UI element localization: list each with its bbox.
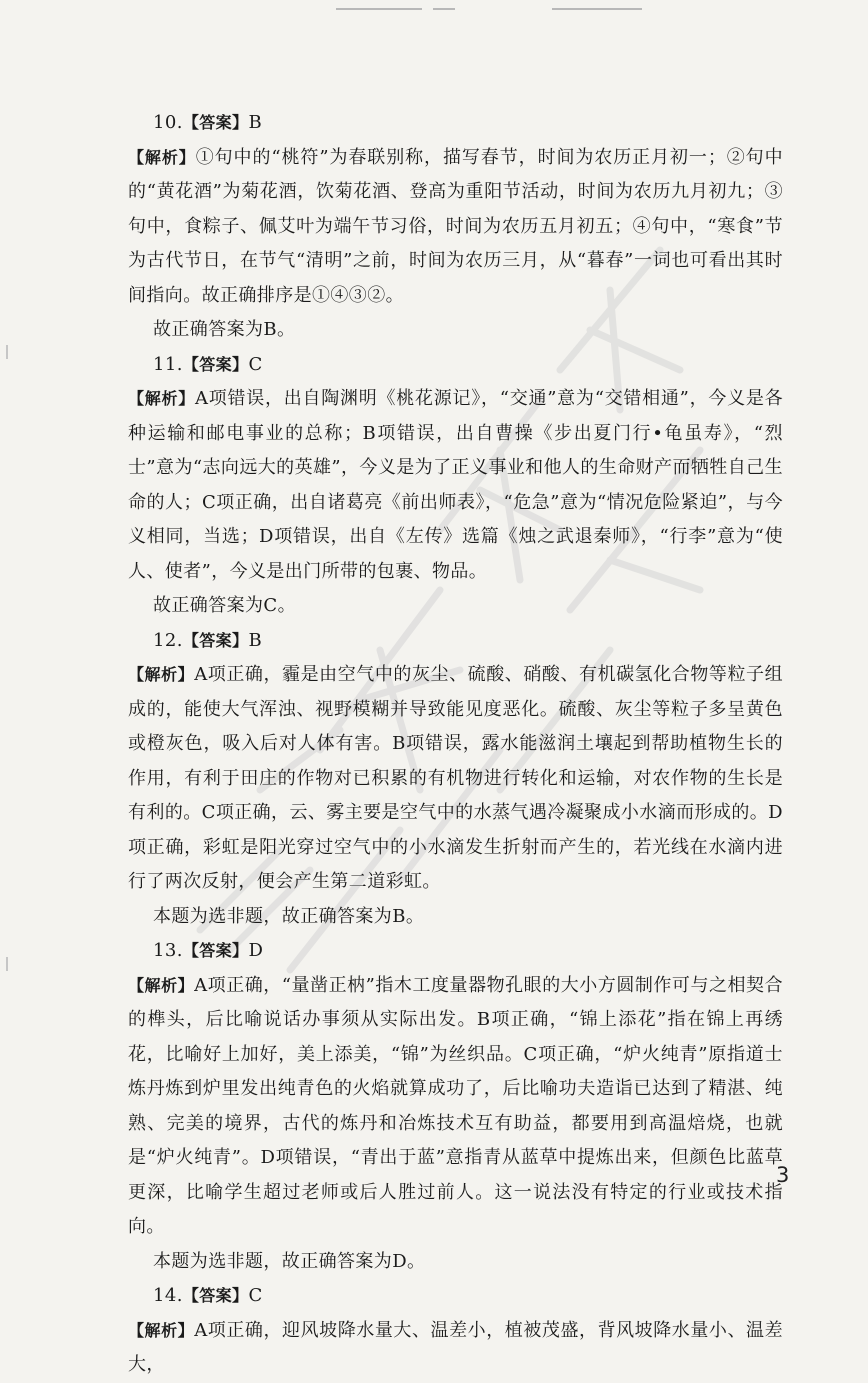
answer-value: B [248,629,263,651]
question-11-answer [128,348,783,383]
question-13-analysis [128,969,783,1245]
answer-value: D [248,940,264,961]
question-11-conclusion: 故正确答案为C。 [153,595,296,616]
analysis-text: ①句中的“桃符”为春联别称，描写春节，时间为农历正月初一；②句中的“黄花酒”为菊花酒，饮菊花酒、登高为重阳节活动，时间为农历九月初九；③句中，食粽子、佩艾叶为端午节习俗，时间为农历五月初五；④句中，“寒食”节为古代节日，在节气“清明”之前，时间为农历三月，从“暮春”一词也可看出其时间指向。故正确排序是①④③②。 [128,146,783,306]
question-number: 11. [153,353,183,375]
top-rule [433,8,455,10]
analysis-text: A项错误，出自陶渊明《桃花源记》，“交通”意为“交错相通”，今义是各种运输和邮电事业的总称；B项错误，出自曹操《步出夏门行•龟虽寿》，“烈士”意为“志向远大的英雄”，今义是为了正义事业和他人的生命财产而牺牲自己生命的人；C项正确，出自诸葛亮《前出师表》，“危急”意为“情况危险紧迫”，与今义相同，当选；D项错误，出自《左传》选篇《烛之武退秦师》，“行李”意为“使人、使者”，今义是出门所带的包裹、物品。 [128,388,784,582]
answer-label: 【答案】 [182,1286,249,1305]
analysis-label: 【解析】 [128,975,195,995]
analysis-text: A项正确，迎风坡降水量大、温差小，植被茂盛，背风坡降水量小、温差大， [128,1319,783,1375]
answer-label: 【答案】 [182,354,249,374]
answer-content [128,106,783,1383]
question-number: 12. [153,629,183,651]
question-14-analysis [128,1314,783,1383]
scan-edge-mark [6,345,8,359]
answer-value: B [248,112,263,133]
question-11-analysis [128,382,783,589]
answer-value: C [248,1285,263,1306]
analysis-text: A项正确，“量凿正枘”指木工度量器物孔眼的大小方圆制作可与之相契合的榫头，后比喻说话办事须从实际出发。B项正确，“锦上添花”指在锦上再绣花，比喻好上加好，美上添美，“锦”为丝织品。C项正确，“炉火纯青”原指道士炼丹炼到炉里发出纯青色的火焰就算成功了，后比喻功夫造诣已达到了精湛、纯熟、完美的境界，古代的炼丹和冶炼技术互有助益，都要用到高温焙烧，也就是“炉火纯青”。D项错误，“青出于蓝”意指青从蓝草中提炼出来，但颜色比蓝草更深，比喻学生超过老师或后人胜过前人。这一说法没有特定的行业或技术指向。 [128,974,783,1237]
question-14-answer [128,1279,783,1314]
analysis-label: 【解析】 [128,665,195,684]
question-10-answer [128,106,783,141]
question-12-analysis [128,658,783,900]
question-number: 10. [153,112,183,133]
top-rule [552,8,642,10]
top-rule [336,8,422,10]
analysis-label: 【解析】 [128,147,196,167]
answer-value: C [248,353,263,375]
question-13-answer [128,934,783,969]
question-10-analysis [128,141,783,314]
analysis-text: A项正确，霾是由空气中的灰尘、硫酸、硝酸、有机碳氢化合物等粒子组成的，能使大气浑浊、视野模糊并导致能见度恶化。硫酸、灰尘等粒子多呈黄色或橙灰色，吸入后对人体有害。B项错误，露水能滋润土壤起到帮助植物生长的作用，有利于田庄的作物对已积累的有机物进行转化和运输，对农作物的生长是有利的。C项正确，云、雾主要是空气中的水蒸气遇冷凝聚成小水滴而形成的。D项正确，彩虹是阳光穿过空气中的小水滴发生折射而产生的，若光线在水滴内进行了两次反射，便会产生第二道彩虹。 [128,664,783,892]
analysis-label: 【解析】 [128,1320,195,1340]
answer-label: 【答案】 [182,941,249,960]
question-10-conclusion: 故正确答案为B。 [153,319,296,340]
answer-label: 【答案】 [182,113,249,132]
question-number: 13. [153,940,183,961]
question-12-answer [128,624,783,659]
question-number: 14. [153,1285,183,1306]
question-12-conclusion: 本题为选非题，故正确答案为B。 [153,905,425,927]
page-number: 3 [776,1163,790,1187]
answer-label: 【答案】 [182,630,249,650]
scan-edge-mark [6,957,8,971]
question-13-conclusion: 本题为选非题，故正确答案为D。 [153,1250,426,1272]
analysis-label: 【解析】 [128,389,196,408]
